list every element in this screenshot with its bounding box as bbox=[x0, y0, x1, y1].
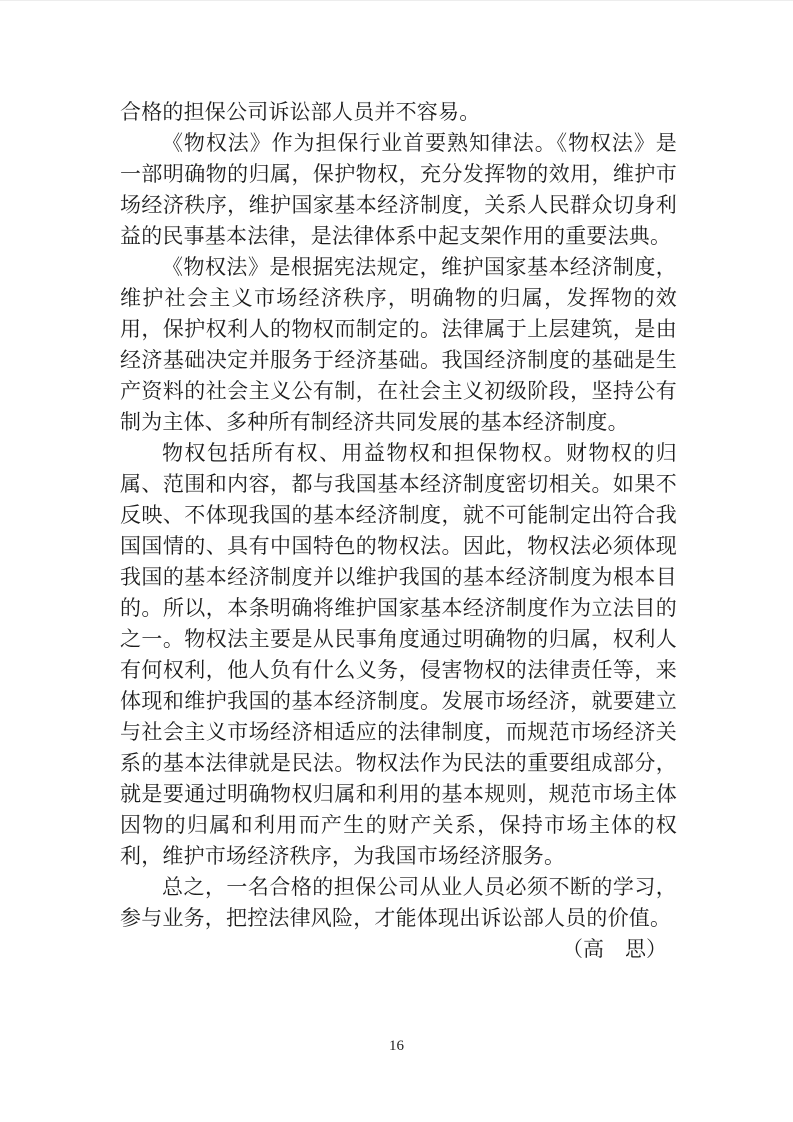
paragraph-conclusion: 总之，一名合格的担保公司从业人员必须不断的学习，参与业务，把控法律风险，才能体现出诉讼部人员的价值。 bbox=[120, 875, 677, 930]
page-number: 16 bbox=[389, 1038, 404, 1054]
paragraph-wuquanfa-intro: 《物权法》作为担保行业首要熟知律法。《物权法》是一部明确物的归属，保护物权，充分发挥物的效用，维护市场经济秩序，维护国家基本经济制度，关系人民群众切身利益的民事基本法律，是法律体系中起支架作用的重要法典。 bbox=[120, 131, 677, 248]
paragraph-constitution-basis: 《物权法》是根据宪法规定，维护国家基本经济制度，维护社会主义市场经济秩序，明确物的归属，发挥物的效用，保护权利人的物权而制定的。法律属于上层建筑，是由经济基础决定并服务于经济基础。我国经济制度的基础是生产资料的社会主义公有制，在社会主义初级阶段，坚持公有制为主体、多种所有制经济共同发展的基本经济制度。 bbox=[120, 255, 677, 434]
paragraph-property-rights-scope: 物权包括所有权、用益物权和担保物权。财物权的归属、范围和内容，都与我国基本经济制度密切相关。如果不反映、不体现我国的基本经济制度，就不可能制定出符合我国国情的、具有中国特色的物权法。因此，物权法必须体现我国的基本经济制度并以维护我国的基本经济制度为根本目的。所以，本条明确将维护国家基本经济制度作为立法目的之一。物权法主要是从民事角度通过明确物的归属，权利人有何权利，他人负有什么义务，侵害物权的法律责任等，来体现和维护我国的基本经济制度。发展市场经济，就要建立与社会主义市场经济相适应的法律制度，而规范市场经济关系的基本法律就是民法。物权法作为民法的重要组成部分，就是要通过明确物权归属和利用的基本规则，规范市场主体因物的归属和利用而产生的财产关系，保持市场主体的权利，维护市场经济秩序，为我国市场经济服务。 bbox=[120, 441, 677, 868]
author-signature: （高 思） bbox=[562, 937, 667, 961]
paragraph-continuation: 合格的担保公司诉讼部人员并不容易。 bbox=[120, 100, 481, 124]
document-text-body bbox=[120, 97, 677, 965]
